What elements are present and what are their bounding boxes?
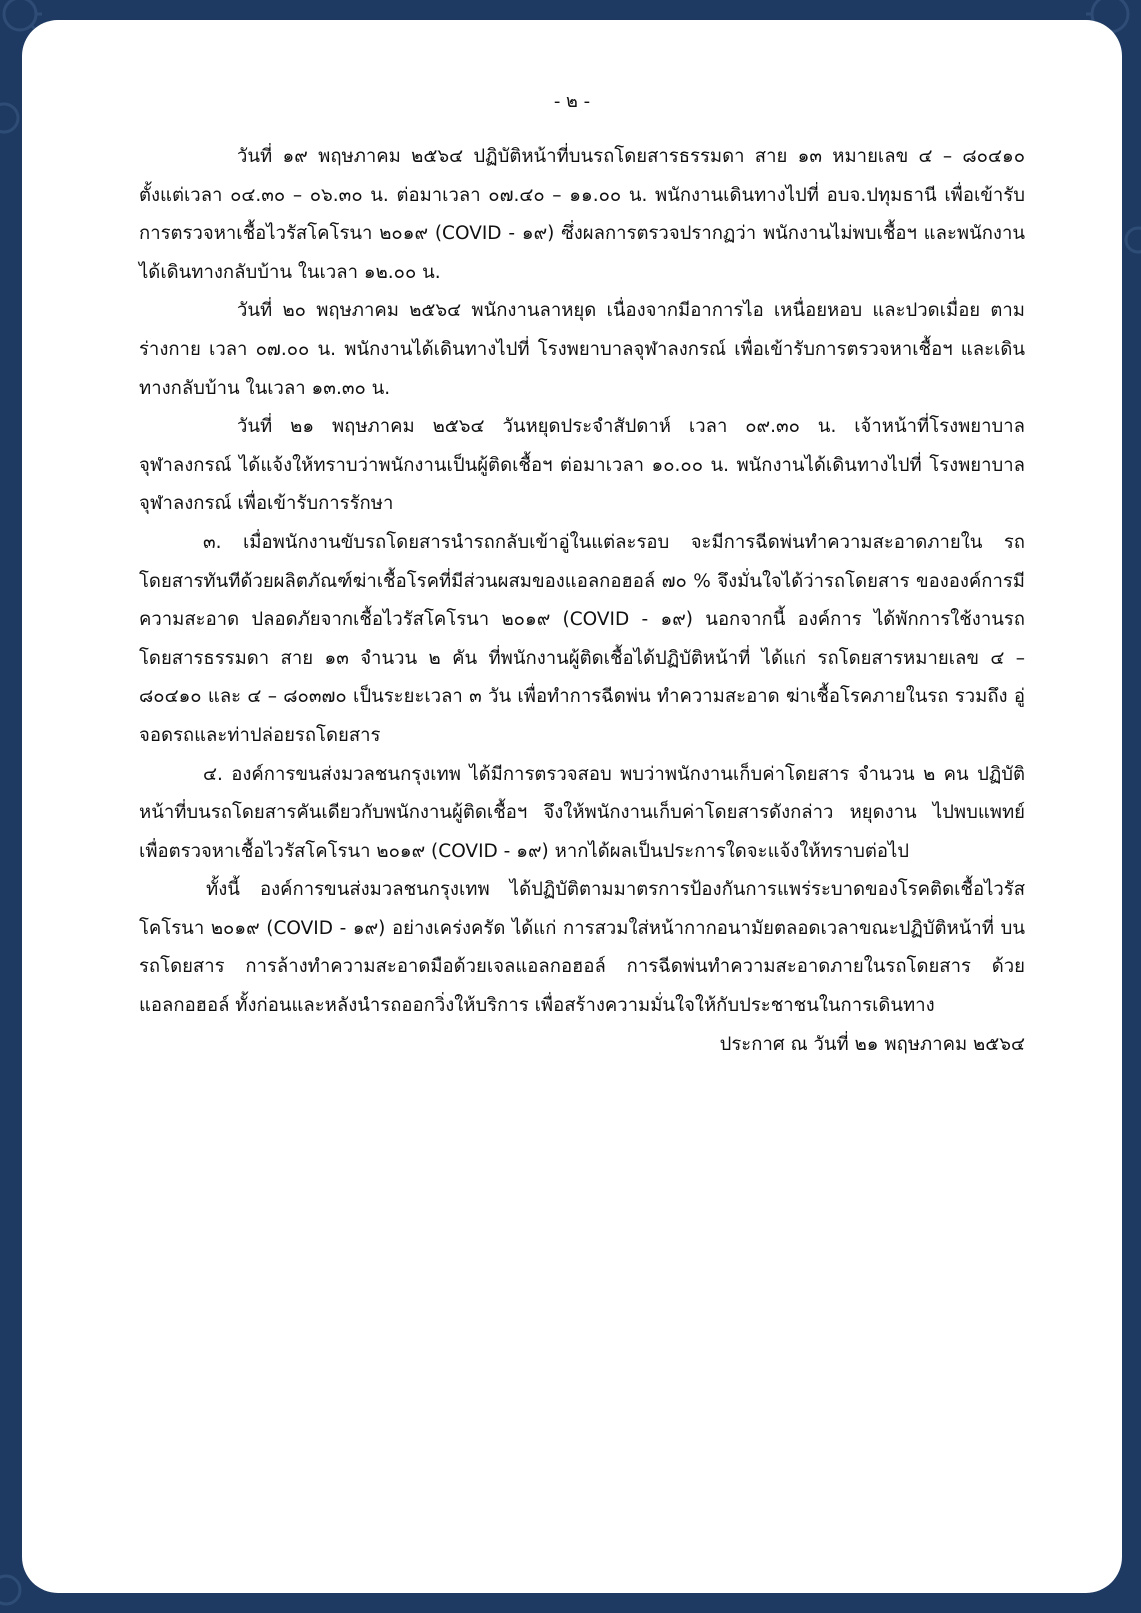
paragraph-may-20: วันที่ ๒๐ พฤษภาคม ๒๕๖๔ พนักงานลาหยุด เนื่องจากมีอาการไอ เหนื่อยหอบ และปวดเมื่อย ตามร่างกาย เวลา ๐๗.๐๐ น. พนักงานได้เดินทางไปที่ โรงพยาบาลจุฬาลงกรณ์ เพื่อเข้ารับการตรวจหาเชื้อฯ และเดินทางกลับบ้าน ในเวลา ๑๓.๓๐ น. bbox=[139, 300, 1025, 399]
paragraph-conclusion: ทั้งนี้ องค์การขนส่งมวลชนกรุงเทพ ได้ปฏิบัติตามมาตรการป้องกันการแพร่ระบาดของโรคติดเชื้อไวรัส โคโรนา ๒๐๑๙ (COVID - ๑๙) อย่างเคร่งครัด ได้แก่ การสวมใส่หน้ากากอนามัยตลอดเวลาขณะปฏิบัติหน้าที่ บนรถโดยสาร การล้างทำความสะอาดมือด้วยเจลแอลกอฮอล์ การฉีดพ่นทำความสะอาดภายในรถโดยสาร ด้วยแอลกอฮอล์ ทั้งก่อนและหลังนำรถออกวิ่งให้บริการ เพื่อสร้างความมั่นใจให้กับประชาชนในการเดินทาง bbox=[139, 879, 1025, 1017]
announcement-date: ประกาศ ณ วันที่ ๒๑ พฤษภาคม ๒๕๖๔ bbox=[719, 1034, 1025, 1055]
page-number: - ๒ - bbox=[553, 91, 591, 112]
document-page bbox=[22, 20, 1122, 1593]
paragraph-may-19: วันที่ ๑๙ พฤษภาคม ๒๕๖๔ ปฏิบัติหน้าที่บนรถโดยสารธรรมดา สาย ๑๓ หมายเลข ๔ – ๘๐๔๑๐ ตั้งแต่เวลา ๐๔.๓๐ – ๐๖.๓๐ น. ต่อมาเวลา ๐๗.๔๐ – ๑๑.๐๐ น. พนักงานเดินทางไปที่ อบจ.ปทุมธานี เพื่อเข้ารับการตรวจหาเชื้อไวรัสโคโรนา ๒๐๑๙ (COVID - ๑๙) ซึ่งผลการตรวจปรากฏว่า พนักงานไม่พบเชื้อฯ และพนักงานได้เดินทางกลับบ้าน ในเวลา ๑๒.๐๐ น. bbox=[139, 146, 1025, 283]
paragraph-may-21: วันที่ ๒๑ พฤษภาคม ๒๕๖๔ วันหยุดประจำสัปดาห์ เวลา ๐๙.๓๐ น. เจ้าหน้าที่โรงพยาบาล จุฬาลงกรณ์ ได้แจ้งให้ทราบว่าพนักงานเป็นผู้ติดเชื้อฯ ต่อมาเวลา ๑๐.๐๐ น. พนักงานได้เดินทางไปที่ โรงพยาบาลจุฬาลงกรณ์ เพื่อเข้ารับการรักษา bbox=[139, 416, 1025, 515]
paragraph-item-3: ๓. เมื่อพนักงานขับรถโดยสารนำรถกลับเข้าอู่ในแต่ละรอบ จะมีการฉีดพ่นทำความสะอาดภายใน รถโดยสารทันทีด้วยผลิตภัณฑ์ฆ่าเชื้อโรคที่มีส่วนผสมของแอลกอฮอล์ ๗๐ % จึงมั่นใจได้ว่ารถโดยสาร ขององค์การมีความสะอาด ปลอดภัยจากเชื้อไวรัสโคโรนา ๒๐๑๙ (COVID - ๑๙) นอกจากนี้ องค์การ ได้พักการใช้งานรถโดยสารธรรมดา สาย ๑๓ จำนวน ๒ คัน ที่พนักงานผู้ติดเชื้อได้ปฏิบัติหน้าที่ ได้แก่ รถโดยสารหมายเลข ๔ – ๘๐๔๑๐ และ ๔ – ๘๐๓๗๐ เป็นระยะเวลา ๓ วัน เพื่อทำการฉีดพ่น ทำความสะอาด ฆ่าเชื้อโรคภายในรถ รวมถึง อู่จอดรถและท่าปล่อยรถโดยสาร bbox=[139, 531, 1025, 746]
document-body bbox=[139, 138, 1025, 1026]
paragraph-item-4: ๔. องค์การขนส่งมวลชนกรุงเทพ ได้มีการตรวจสอบ พบว่าพนักงานเก็บค่าโดยสาร จำนวน ๒ คน ปฏิบัติหน้าที่บนรถโดยสารคันเดียวกับพนักงานผู้ติดเชื้อฯ จึงให้พนักงานเก็บค่าโดยสารดังกล่าว หยุดงาน ไปพบแพทย์ เพื่อตรวจหาเชื้อไวรัสโคโรนา ๒๐๑๙ (COVID - ๑๙) หากได้ผลเป็นประการใดจะแจ้งให้ทราบต่อไป bbox=[139, 763, 1025, 862]
